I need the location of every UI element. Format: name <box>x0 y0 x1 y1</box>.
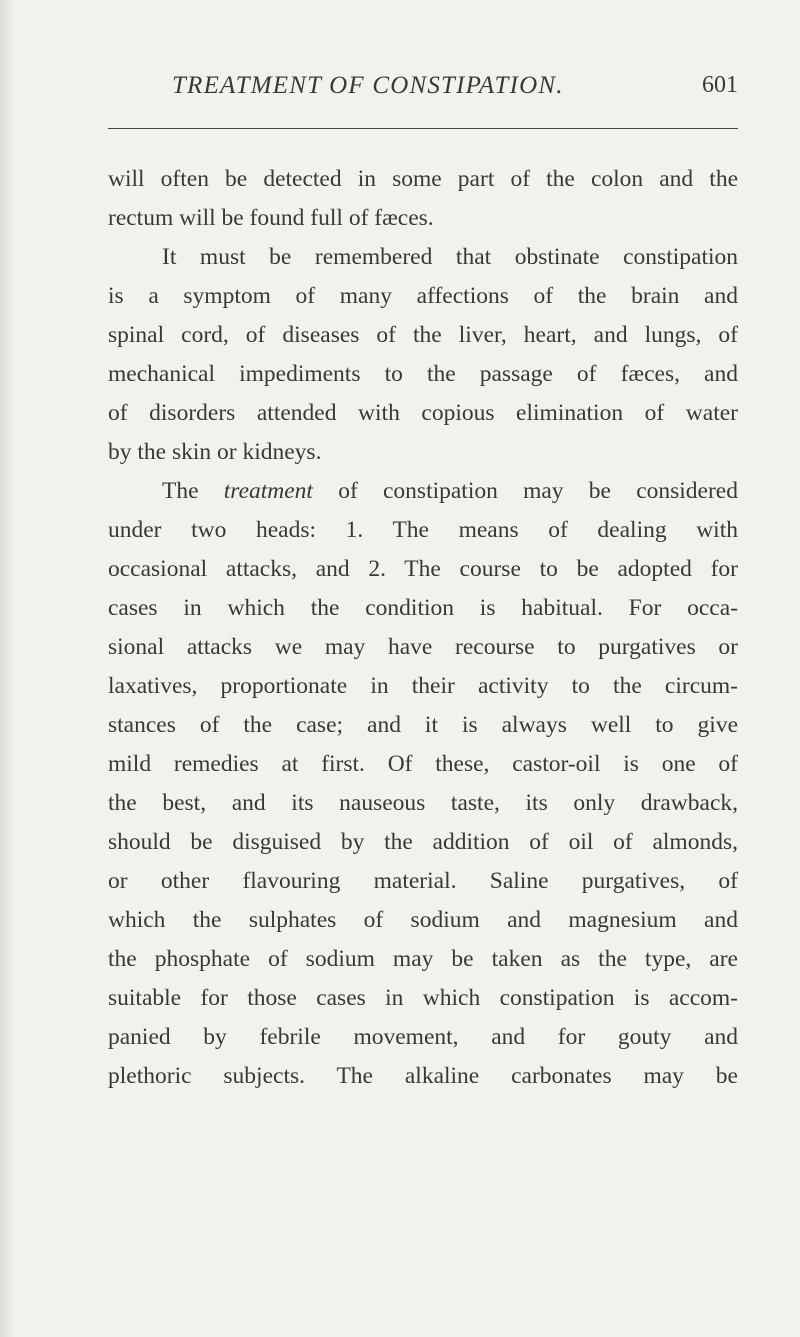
text-line: should be disguised by the addition of oil of almonds, <box>108 829 738 855</box>
text-line: stances of the case; and it is always well to give <box>108 712 738 738</box>
text-line: the best, and its nauseous taste, its only drawback, <box>108 790 738 816</box>
header-rule <box>108 128 738 129</box>
text-line: sional attacks we may have recourse to purgatives or <box>108 634 738 660</box>
running-title: TREATMENT OF CONSTIPATION. <box>172 72 564 99</box>
text-line: cases in which the condition is habitual. For occa- <box>108 595 738 621</box>
text-line: will often be detected in some part of the colon and the <box>108 166 738 192</box>
text-line: plethoric subjects. The alkaline carbonates may be <box>108 1063 738 1089</box>
emphasized-word: treatment <box>223 478 313 504</box>
text-line: rectum will be found full of fæces. <box>108 205 434 231</box>
page-edge-shading <box>0 0 14 1337</box>
text-fragment: of constipation may be considered <box>312 478 738 504</box>
text-line: mild remedies at first. Of these, castor-oil is one of <box>108 751 738 777</box>
text-line: mechanical impediments to the passage of fæces, and <box>108 361 738 387</box>
text-line: panied by febrile movement, and for gouty and <box>108 1024 738 1050</box>
text-line: the phosphate of sodium may be taken as the type, are <box>108 946 738 972</box>
text-line: by the skin or kidneys. <box>108 439 322 465</box>
text-fragment: The <box>162 478 224 504</box>
text-line: occasional attacks, and 2. The course to be adopted for <box>108 556 738 582</box>
text-line: of disorders attended with copious elimination of water <box>108 400 738 426</box>
page-header <box>108 72 738 112</box>
text-line: spinal cord, of diseases of the liver, heart, and lungs, of <box>108 322 738 348</box>
text-line: is a symptom of many affections of the brain and <box>108 283 738 309</box>
page-number: 601 <box>702 72 738 98</box>
text-line: laxatives, proportionate in their activity to the circum- <box>108 673 738 699</box>
paragraph-start-line: It must be remembered that obstinate constipation <box>162 244 738 270</box>
text-line: suitable for those cases in which constipation is accom- <box>108 985 738 1011</box>
text-line: or other flavouring material. Saline purgatives, of <box>108 868 738 894</box>
paragraph-start-line <box>108 472 738 511</box>
text-line: which the sulphates of sodium and magnesium and <box>108 907 738 933</box>
body-text <box>108 160 738 1096</box>
text-line: under two heads: 1. The means of dealing with <box>108 517 738 543</box>
